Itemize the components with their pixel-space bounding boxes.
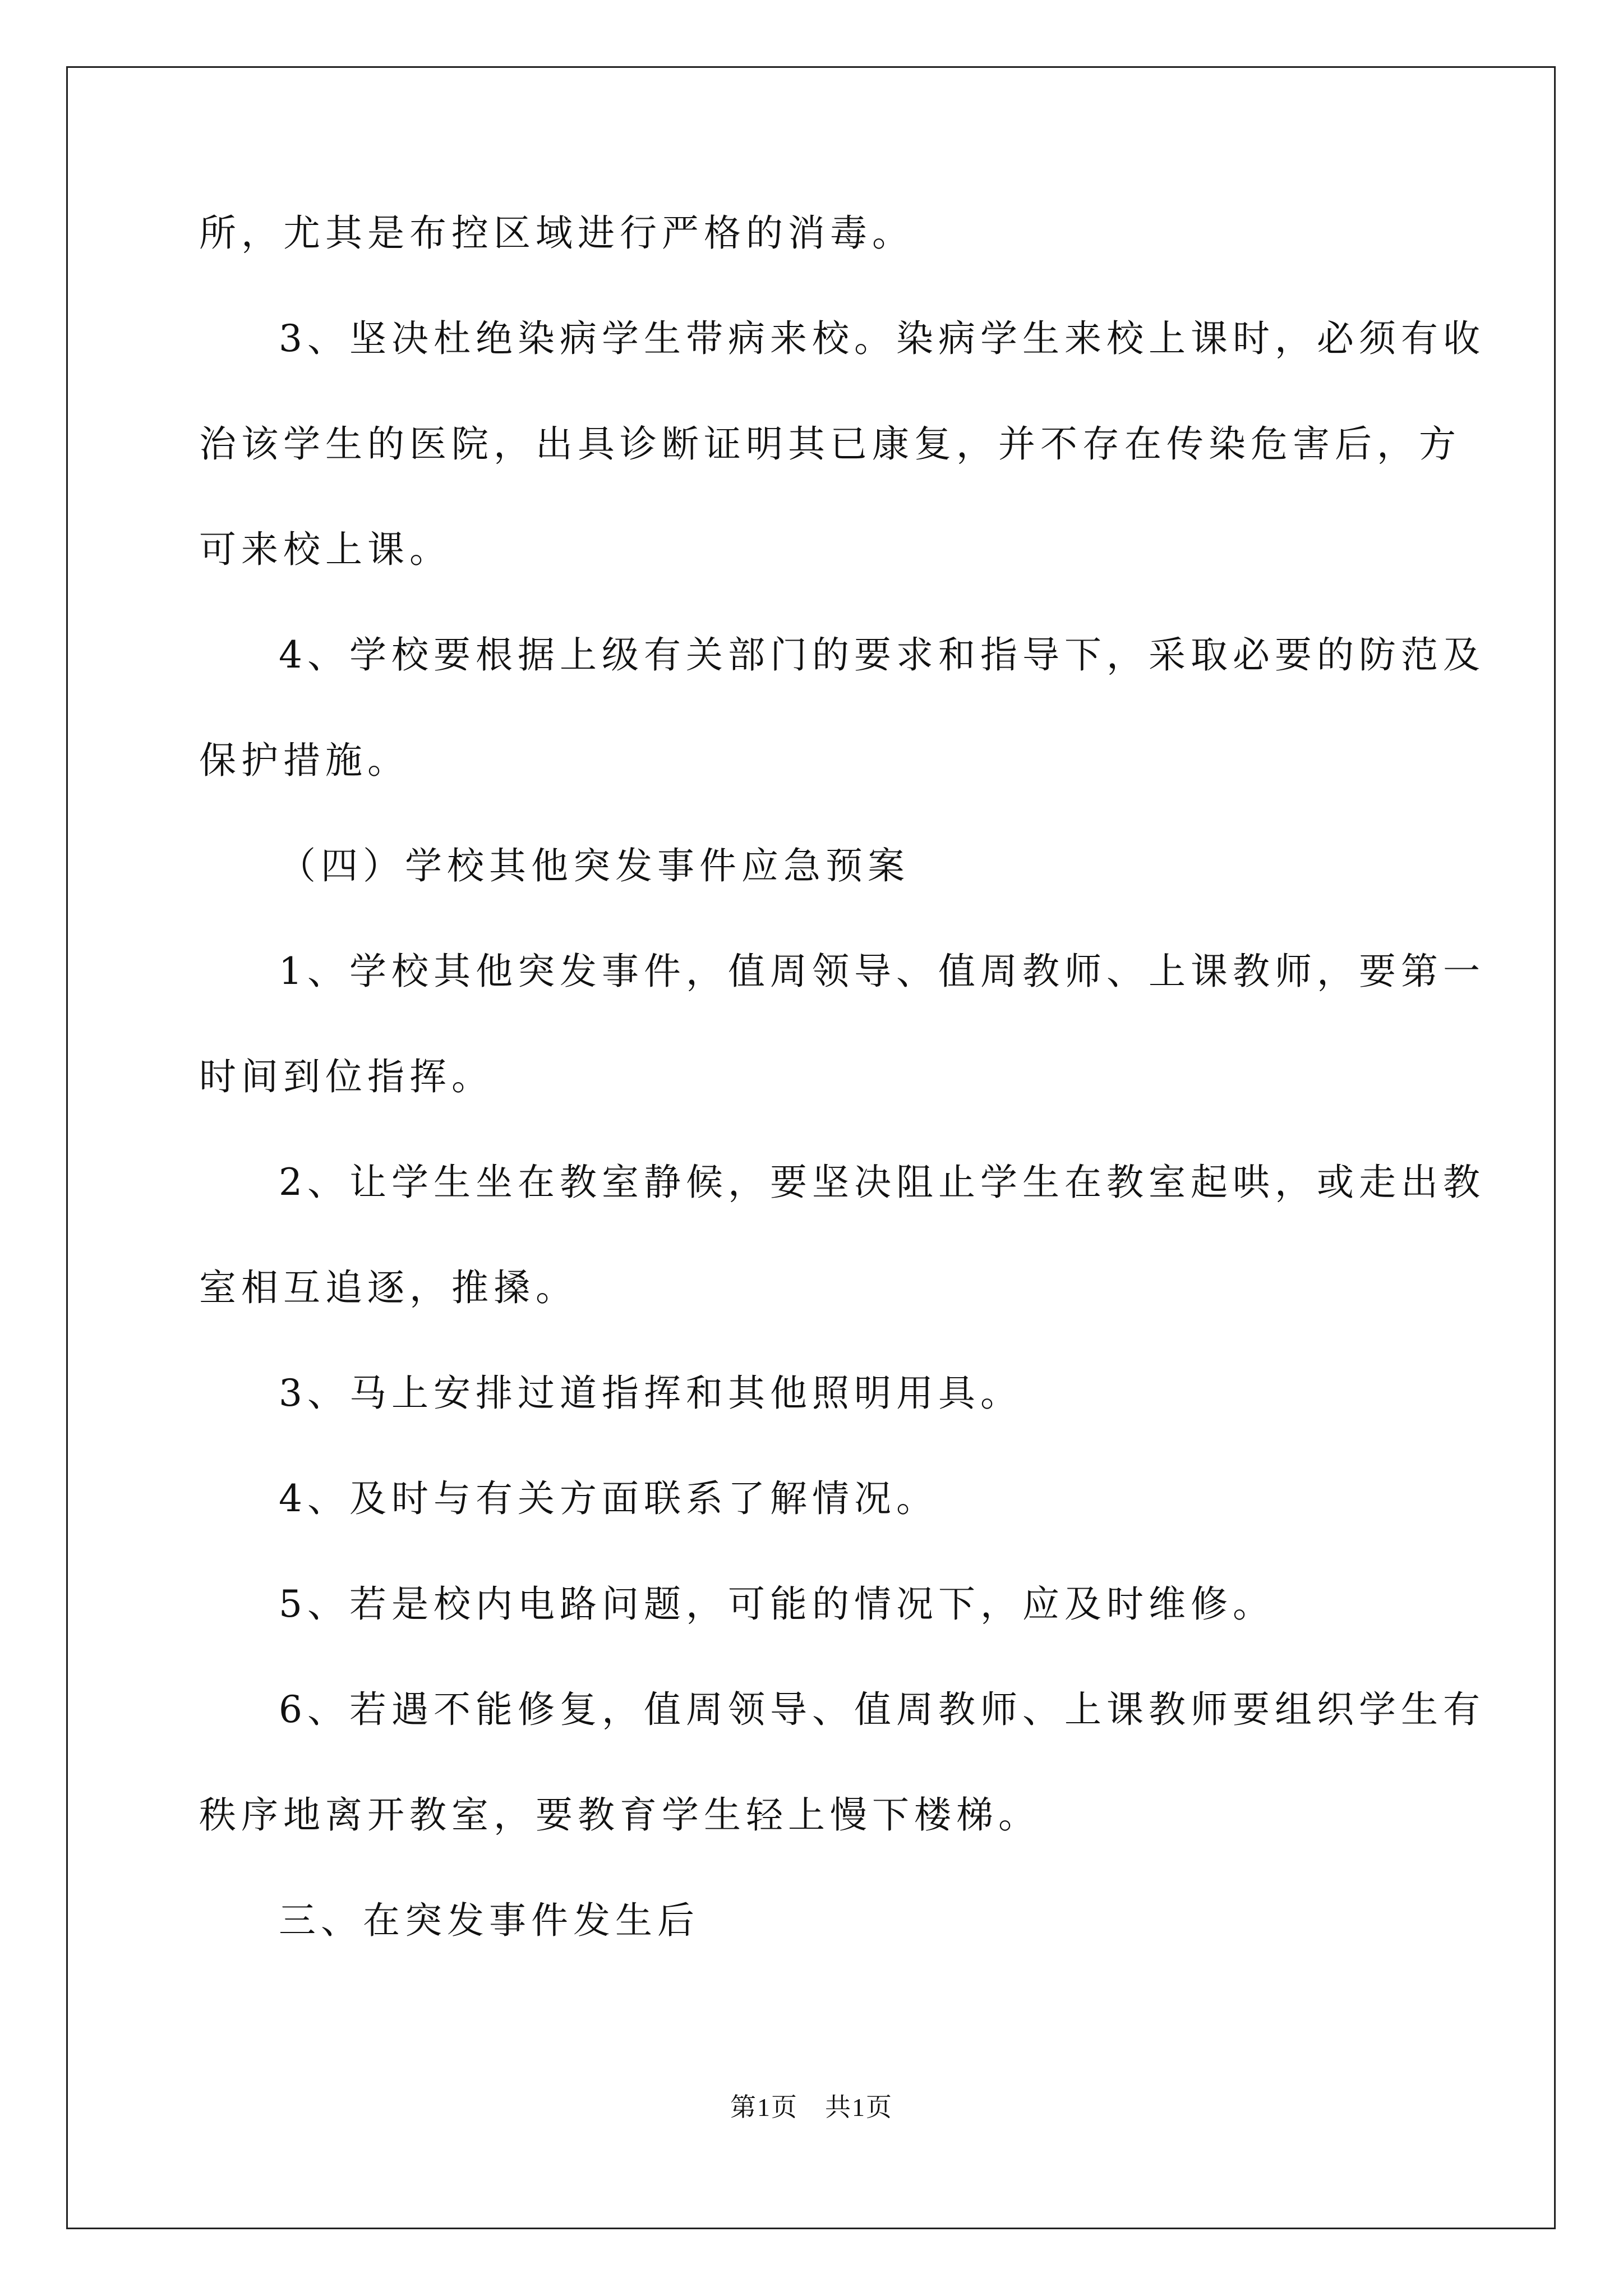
text-line: 6、若遇不能修复，值周领导、值周教师、上课教师要组织学生有 xyxy=(279,1688,1485,1731)
page-number-footer: 第1页 共1页 xyxy=(730,2093,893,2122)
text-line: 保护措施。 xyxy=(199,739,409,782)
document-body xyxy=(199,208,1485,2000)
text-line: （四）学校其他突发事件应急预案 xyxy=(279,844,910,887)
paragraph xyxy=(199,1684,1485,1841)
text-line: 治该学生的医院，出具诊断证明其已康复，并不存在传染危害后，方 xyxy=(199,422,1461,466)
section-heading xyxy=(199,840,1424,892)
text-line: 所，尤其是布控区域进行严格的消毒。 xyxy=(199,211,914,255)
section-heading xyxy=(199,1895,1424,1947)
text-line: 1、学校其他突发事件，值周领导、值周教师、上课教师，要第一 xyxy=(279,950,1485,993)
text-line: 4、及时与有关方面联系了解情况。 xyxy=(279,1477,938,1520)
text-line: 3、马上安排过道指挥和其他照明用具。 xyxy=(279,1372,1022,1415)
text-line: 2、让学生坐在教室静候，要坚决阻止学生在教室起哄，或走出教 xyxy=(279,1161,1485,1204)
text-line: 三、在突发事件发生后 xyxy=(279,1899,699,1942)
paragraph xyxy=(199,1473,1424,1525)
paragraph xyxy=(199,313,1485,576)
text-line: 3、坚决杜绝染病学生带病来校。染病学生来校上课时，必须有收 xyxy=(279,317,1485,360)
paragraph xyxy=(199,1368,1424,1419)
text-line: 5、若是校内电路问题，可能的情况下，应及时维修。 xyxy=(279,1582,1275,1626)
paragraph xyxy=(199,1579,1424,1630)
paragraph xyxy=(199,1157,1485,1314)
text-line: 可来校上课。 xyxy=(199,528,451,571)
text-line: 时间到位指挥。 xyxy=(199,1055,494,1098)
paragraph xyxy=(199,946,1485,1103)
text-line: 秩序地离开教室，要教育学生轻上慢下楼梯。 xyxy=(199,1793,1040,1837)
paragraph xyxy=(199,208,1424,259)
paragraph xyxy=(199,629,1485,786)
text-line: 室相互追逐，推搡。 xyxy=(199,1266,578,1309)
text-line: 4、学校要根据上级有关部门的要求和指导下，采取必要的防范及 xyxy=(279,633,1485,677)
